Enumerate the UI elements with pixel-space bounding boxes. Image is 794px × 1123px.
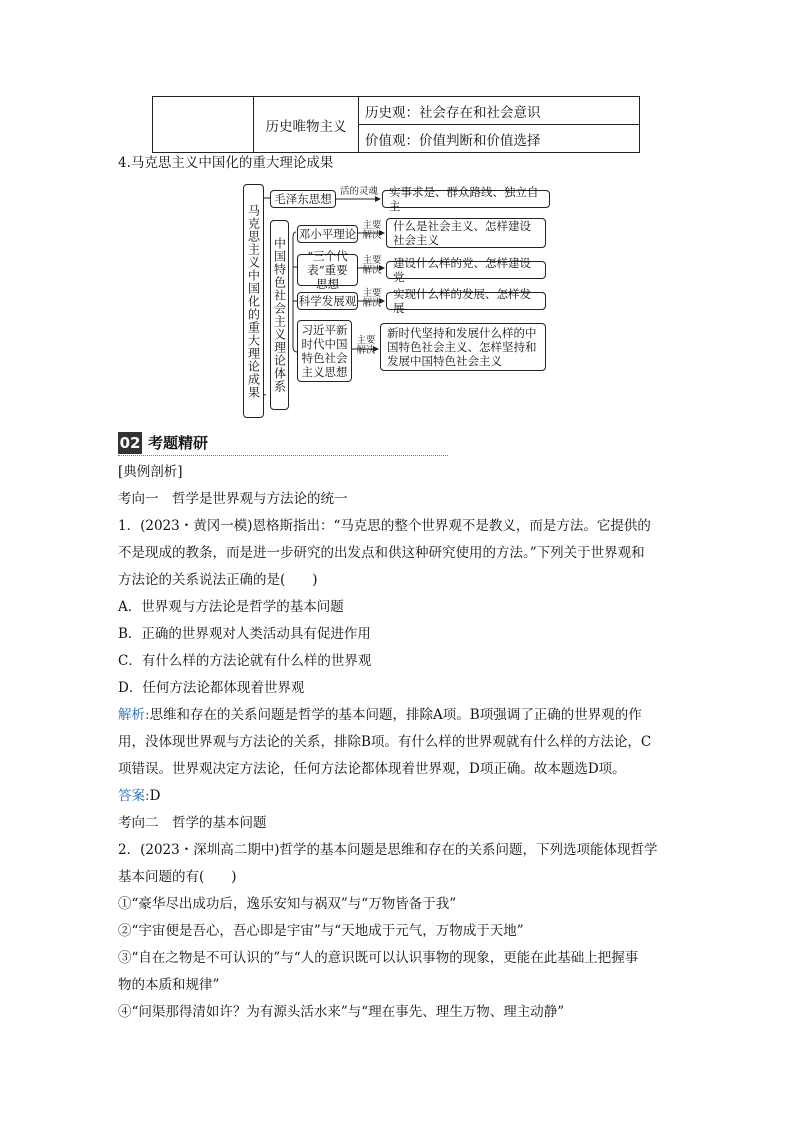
examples-label: [典例剖析] [118, 464, 183, 480]
mao-arrow-label: 活的灵魂 [339, 186, 378, 197]
answer-label: 答案: [118, 788, 150, 804]
table-row-value-view: 价值观：价值判断和价值选择 [359, 125, 640, 153]
three-rep-result-box: 建设什么样的党、怎样建设党 [386, 261, 546, 279]
xi-thought-box: 习近平新时代中国特色社会主义思想 [297, 320, 352, 382]
sci-dev-arrow-label: 主要 解决 [362, 288, 382, 309]
scientific-development-box: 科学发展观 [298, 294, 357, 308]
analysis-1-line-2: 用，没体现世界观与方法论的关系，排除B项。有什么样的世界观就有什么样的方法论，C [118, 734, 652, 750]
section-title: 考题精研 [148, 434, 209, 452]
q1-line-3: 方法论的关系说法正确的是( ) [118, 572, 318, 588]
q1-line-1: 1．(2023・黄冈一模)恩格斯指出：“马克思的整个世界观不是教义，而是方法。它提供的 [118, 518, 651, 534]
q2-item-3b: 物的本质和规律” [118, 977, 220, 993]
root-box: 马克思主义中国化的重大理论成果 [243, 184, 264, 418]
q1-line-2: 不是现成的教条，而是进一步研究的出发点和供这种研究使用的方法。”下列关于世界观和 [118, 545, 645, 561]
three-represents-box: “三个代表”重要思想 [297, 254, 358, 286]
q2-item-3a: ③“自在之物是不可认识的”与“人的意识既可以认识事物的现象，更能在此基础上把握事 [118, 950, 639, 966]
section-badge: 02 [119, 434, 141, 452]
deng-result-box: 什么是社会主义、怎样建设社会主义 [386, 218, 546, 248]
sci-dev-result-box: 实现什么样的发展、怎样发展 [386, 292, 546, 310]
analysis-label: 解析: [118, 707, 150, 723]
q1-option-d: D．任何方法论都体现着世界观 [118, 680, 305, 696]
analysis-1-line-3: 项错误。世界观决定方法论，任何方法论都体现着世界观，D项正确。故本题选D项。 [118, 761, 626, 777]
table-middle-label: 历史唯物主义 [254, 97, 359, 153]
q2-item-2: ②“宇宙便是吾心，吾心即是宇宙”与“天地成于元气，万物成于天地” [118, 923, 524, 939]
mao-thought-box: 毛泽东思想 [270, 190, 336, 208]
three-rep-arrow-label: 主要 解决 [362, 255, 382, 276]
q1-option-b: B．正确的世界观对人类活动具有促进作用 [118, 626, 371, 642]
q1-option-a: A．世界观与方法论是哲学的基本问题 [118, 599, 344, 615]
analysis-1-line-1: 解析:思维和存在的关系问题是哲学的基本问题，排除A项。B项强调了正确的世界观的作 [118, 707, 642, 723]
xi-arrow-label: 主要 解决 [356, 335, 376, 356]
q2-item-1: ①“豪华尽出成功后，逸乐安知与祸双”与“万物皆备于我” [118, 896, 457, 912]
socialism-system-box: 中国特色社会主义理论体系 [270, 220, 289, 410]
table-row-history-view: 历史观：社会存在和社会意识 [359, 97, 640, 125]
q2-item-4: ④“问渠那得清如许？为有源头活水来”与“理在事先、理生万物、理主动静” [118, 1004, 565, 1020]
xi-result-box: 新时代坚持和发展什么样的中国特色社会主义、怎样坚持和发展中国特色社会主义 [380, 323, 546, 371]
direction-1: 考向一 哲学是世界观与方法论的统一 [118, 491, 348, 507]
answer-1 [118, 786, 160, 806]
answer-value: D [149, 788, 161, 804]
section-divider [118, 455, 448, 456]
deng-arrow-label: 主要 解决 [362, 220, 382, 241]
q2-line-1: 2．(2023・深圳高二期中)哲学的基本问题是思维和存在的关系问题，下列选项能体现哲学 [118, 842, 658, 858]
mao-result-box: 实事求是、群众路线、独立自主 [382, 190, 550, 208]
section-4-title: 4.马克思主义中国化的重大理论成果 [118, 155, 334, 171]
deng-theory-box: 邓小平理论 [298, 227, 357, 241]
q2-line-2: 基本问题的有( ) [118, 869, 237, 885]
direction-2: 考向二 哲学的基本问题 [118, 815, 267, 831]
q1-option-c: C．有什么样的方法论就有什么样的世界观 [118, 653, 372, 669]
